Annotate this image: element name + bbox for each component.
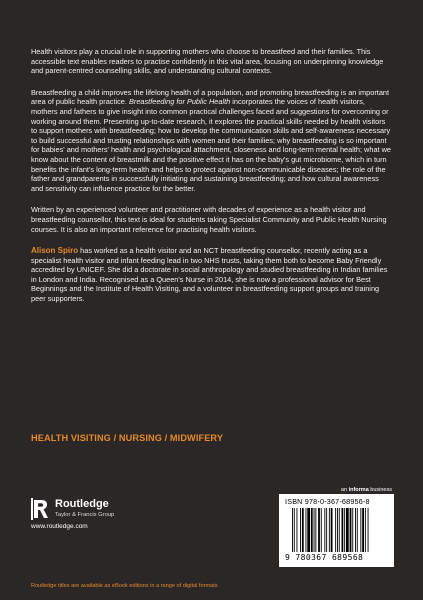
book-title-mention: Breastfeeding for Public Health	[128, 97, 231, 107]
barcode-bar	[337, 508, 338, 552]
barcode-bar	[294, 508, 295, 552]
barcode-bar	[315, 508, 316, 552]
author-paragraph	[31, 246, 392, 304]
author-name: Alison Spiro	[31, 246, 79, 256]
barcode-bar	[368, 508, 369, 552]
barcode-bar	[297, 508, 298, 552]
barcode-bar	[346, 508, 349, 552]
barcode-bar	[362, 508, 364, 552]
barcode-bar	[357, 508, 358, 552]
description-start: Breastfeeding a child improves the lifelong health of a population, and promoting breastfeeding is an important area of public health practice.	[31, 87, 390, 107]
description-paragraph	[31, 88, 392, 194]
publisher-group: Taylor & Francis Group	[55, 512, 115, 518]
barcode-bar	[355, 508, 356, 552]
barcode-bar	[365, 508, 366, 552]
informa-suffix: business	[368, 487, 392, 493]
description-rest: incorporates the voices of health visitors, mothers and fathers to give insight into common practical challenges faced and suggestions for overcoming or working around them. Presenting up-to-date research, it explores the practical skills needed by health visitors to support mothers with breastfeeding; how to develop the communication skills and self-awareness necessary to build successful and trusting relationships with women and their families; why breastfeeding is so important for babies' and mothers' health and psychological attachment, closeness and long-term mental health; what we know about the content of breastmilk and the positive effect it has on the baby's gut microbiome, which in turn benefits the infant's long-term health and helps to protect against non-communicable diseases; the role of the father and grandparents in successfully initiating and sustaining breastfeeding; and how cultural awareness and sensitivity can influence practice for the better.	[31, 97, 391, 193]
barcode-icon	[292, 508, 382, 552]
publisher-url: www.routledge.com	[31, 523, 88, 530]
barcode-bar	[326, 508, 327, 552]
barcode-bar	[360, 508, 361, 552]
barcode-panel	[279, 494, 394, 567]
barcode-digits: 9 780367 689568	[285, 553, 364, 562]
barcode-bar	[302, 508, 304, 552]
audience-paragraph: Written by an experienced volunteer and practitioner with decades of experience as a health visitor and breastfeeding counsellor, this text is ideal for students taking Specialist Community and Public Health Nursing courses. It is also an important reference for practising health visitors.	[31, 205, 387, 234]
barcode-bar	[344, 508, 345, 552]
intro-paragraph: Health visitors play a crucial role in supporting mothers who choose to breastfeed and their families. This accessible text enables readers to practise confidently in this vital area, focusing on underpinning knowledge and parent-centred counselling skills, and understanding cultural contexts.	[31, 47, 384, 76]
barcode-bar	[321, 508, 322, 552]
isbn-label: ISBN 978-0-367-68956-8	[285, 497, 370, 506]
routledge-logo-icon	[31, 498, 49, 520]
blurb-text	[31, 47, 392, 316]
subject-categories: HEALTH VISITING / NURSING / MIDWIFERY	[31, 433, 224, 443]
barcode-bar	[292, 508, 293, 552]
barcode-bar	[339, 508, 340, 552]
barcode-bar	[311, 508, 313, 552]
barcode-bar	[331, 508, 333, 552]
barcode-bar	[352, 508, 353, 552]
barcode-bar	[324, 508, 325, 552]
barcode-bar	[318, 508, 320, 552]
publisher-logo	[31, 498, 151, 532]
barcode-bar	[342, 508, 344, 552]
informa-brand: informa	[348, 487, 369, 493]
barcode-bar	[350, 508, 352, 552]
barcode-bar	[307, 508, 310, 552]
barcode-bar	[306, 508, 307, 552]
barcode-bar	[314, 508, 315, 552]
barcode-bar	[335, 508, 336, 552]
informa-prefix: an	[340, 487, 349, 493]
barcode-bar	[329, 508, 330, 552]
author-bio: has worked as a health visitor and an NCT breastfeeding counsellor, recently acting as a specialist health visitor and infant feeding lead in two NHS trusts, taking them both to become Baby Friendly accredited by UNICEF. She did a doctorate in social anthropology and studied breastfeeding in Indian families in London and India. Recognised as a Queen's Nurse in 2014, she is now a professional advisor for Best Beginnings and the Institute of Health Visiting, and a volunteer in breastfeeding support groups and training peer supporters.	[31, 246, 388, 304]
barcode-bar	[300, 508, 301, 552]
publisher-name: Routledge	[55, 498, 109, 510]
ebook-note: Routledge titles are available as eBook editions in a range of digital formats	[31, 583, 218, 589]
informa-tagline	[341, 487, 392, 493]
